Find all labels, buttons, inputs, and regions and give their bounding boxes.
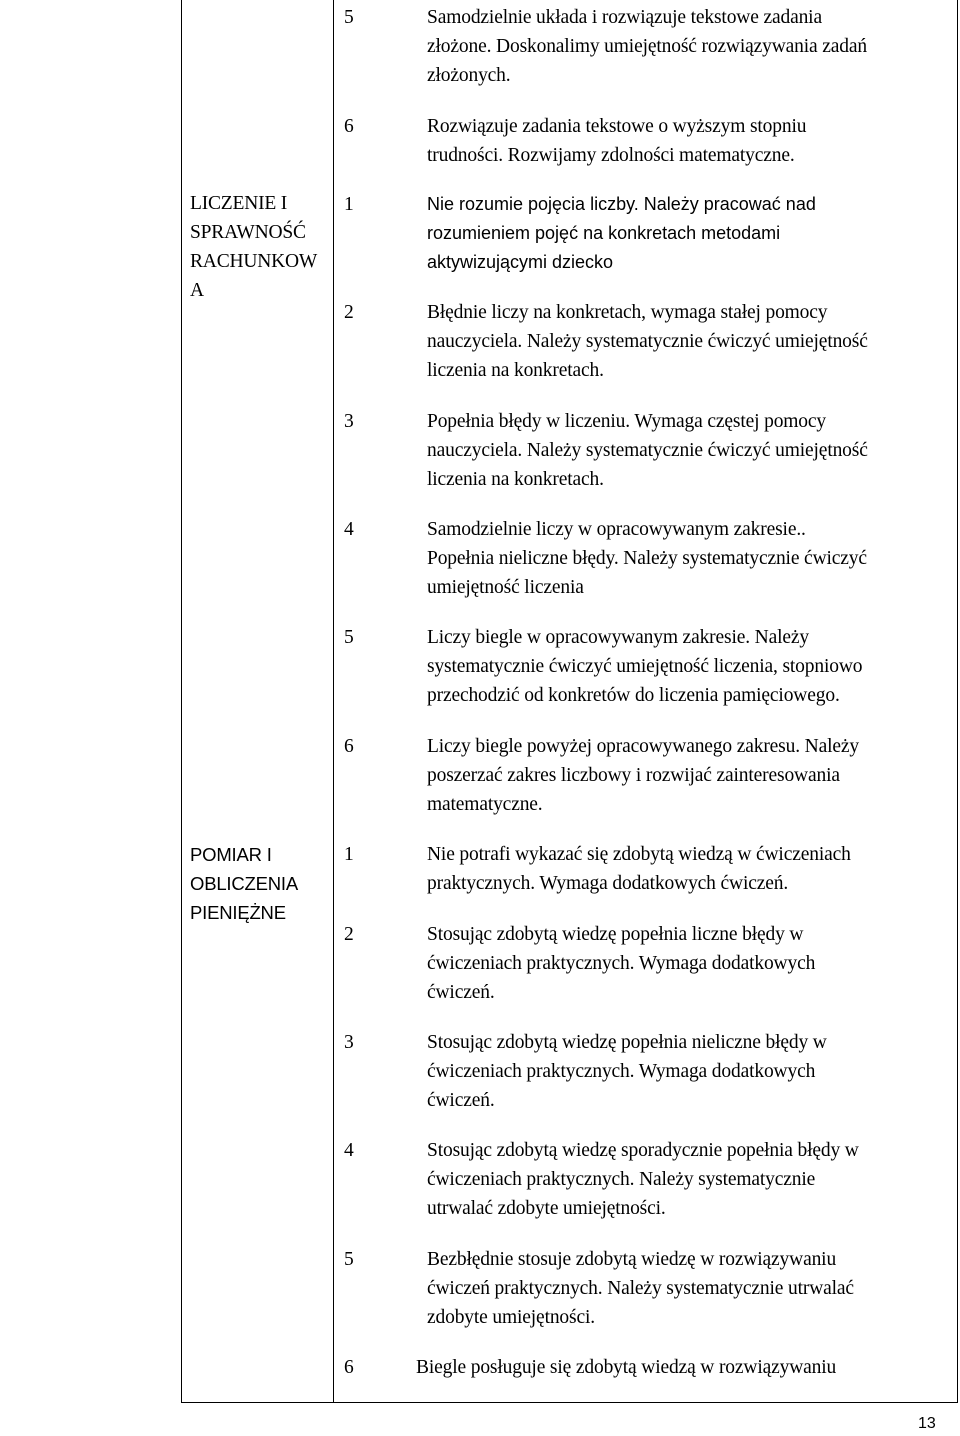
description-line: Samodzielnie liczy w opracowywanym zakresie.. (427, 519, 806, 540)
category-pomiar (190, 840, 330, 927)
description-line: liczenia na konkretach. (427, 469, 604, 490)
row-number: 5 (344, 1249, 354, 1270)
page-number: 13 (918, 1415, 936, 1432)
description-line: Popełnia błędy w liczeniu. Wymaga częstej pomocy (427, 411, 827, 432)
row-description (427, 515, 942, 602)
description-line: Stosując zdobytą wiedzę popełnia nieliczne błędy w (427, 1032, 827, 1053)
description-line: ćwiczeń. (427, 1090, 495, 1111)
description-line: ćwiczeniach praktycznych. Wymaga dodatkowych (427, 1061, 816, 1082)
category-line: SPRAWNOŚĆ (190, 222, 306, 243)
description-line: Nie potrafi wykazać się zdobytą wiedzą w ćwiczeniach (427, 844, 851, 865)
row-description (427, 623, 942, 710)
row-description (427, 732, 942, 819)
description-line: systematycznie ćwiczyć umiejętność liczenia, stopniowo (427, 656, 863, 677)
description-line: Liczy biegle w opracowywanym zakresie. Należy (427, 627, 809, 648)
category-line: PIENIĘŻNE (190, 902, 286, 923)
description-line: nauczyciela. Należy systematycznie ćwiczyć umiejętność (427, 440, 868, 461)
description-line: Popełnia nieliczne błędy. Należy systematycznie ćwiczyć (427, 548, 867, 569)
row-number: 1 (344, 844, 354, 865)
row-description (427, 112, 942, 170)
description-line: ćwiczeń praktycznych. Należy systematycznie utrwalać (427, 1278, 854, 1299)
description-line: ćwiczeniach praktycznych. Wymaga dodatkowych (427, 953, 816, 974)
row-description (427, 920, 942, 1007)
row-number: 6 (344, 736, 354, 757)
description-line: Biegle posługuje się zdobytą wiedzą w rozwiązywaniu (416, 1357, 837, 1378)
row-number: 6 (344, 1357, 354, 1378)
row-description (427, 190, 942, 277)
description-line: poszerzać zakres liczbowy i rozwijać zainteresowania (427, 765, 840, 786)
category-line: OBLICZENIA (190, 873, 298, 894)
category-line: LICZENIE I (190, 193, 288, 214)
description-line: Błędnie liczy na konkretach, wymaga stałej pomocy (427, 302, 828, 323)
description-line: ćwiczeń. (427, 982, 495, 1003)
description-line: nauczyciela. Należy systematycznie ćwiczyć umiejętność (427, 331, 868, 352)
description-line: Samodzielnie układa i rozwiązuje tekstowe zadania (427, 7, 822, 28)
description-line: liczenia na konkretach. (427, 360, 604, 381)
row-number: 3 (344, 411, 354, 432)
row-number: 3 (344, 1032, 354, 1053)
row-description (427, 1245, 942, 1332)
category-line: POMIAR I (190, 844, 272, 865)
description-line: trudności. Rozwijamy zdolności matematyczne. (427, 145, 795, 166)
description-line: ćwiczeniach praktycznych. Należy systematycznie (427, 1169, 816, 1190)
description-line: aktywizującymi dziecko (427, 252, 614, 272)
row-number: 5 (344, 627, 354, 648)
description-line: złożonych. (427, 65, 511, 86)
row-description (427, 840, 942, 898)
description-line: Nie rozumie pojęcia liczby. Należy pracować nad (427, 194, 816, 214)
row-description (416, 1353, 931, 1382)
row-description (427, 3, 942, 90)
row-number: 6 (344, 116, 354, 137)
description-line: utrwalać zdobyte umiejętności. (427, 1198, 666, 1219)
description-line: matematyczne. (427, 794, 543, 815)
description-line: Liczy biegle powyżej opracowywanego zakresu. Należy (427, 736, 859, 757)
description-line: przechodzić od konkretów do liczenia pamięciowego. (427, 685, 840, 706)
row-number: 4 (344, 1140, 354, 1161)
description-line: złożone. Doskonalimy umiejętność rozwiązywania zadań (427, 36, 867, 57)
category-line: RACHUNKOW (190, 251, 318, 272)
description-line: rozumieniem pojęć na konkretach metodami (427, 223, 781, 243)
row-description (427, 298, 942, 385)
table-border-bottom (181, 1402, 958, 1403)
table-border-left (181, 0, 182, 1403)
description-line: zdobyte umiejętności. (427, 1307, 595, 1328)
row-description (427, 407, 942, 494)
row-number: 2 (344, 302, 354, 323)
category-liczenie (190, 189, 330, 305)
category-line: A (190, 280, 204, 301)
description-line: Stosując zdobytą wiedzę popełnia liczne błędy w (427, 924, 804, 945)
description-line: Bezbłędnie stosuje zdobytą wiedzę w rozwiązywaniu (427, 1249, 837, 1270)
row-description (427, 1136, 942, 1223)
table-border-middle (333, 0, 334, 1403)
row-number: 1 (344, 194, 354, 215)
row-description (427, 1028, 942, 1115)
description-line: Stosując zdobytą wiedzę sporadycznie popełnia błędy w (427, 1140, 859, 1161)
row-number: 2 (344, 924, 354, 945)
row-number: 4 (344, 519, 354, 540)
table-border-right (957, 0, 958, 1403)
row-number: 5 (344, 7, 354, 28)
description-line: praktycznych. Wymaga dodatkowych ćwiczeń. (427, 873, 789, 894)
description-line: umiejętność liczenia (427, 577, 584, 598)
description-line: Rozwiązuje zadania tekstowe o wyższym stopniu (427, 116, 807, 137)
